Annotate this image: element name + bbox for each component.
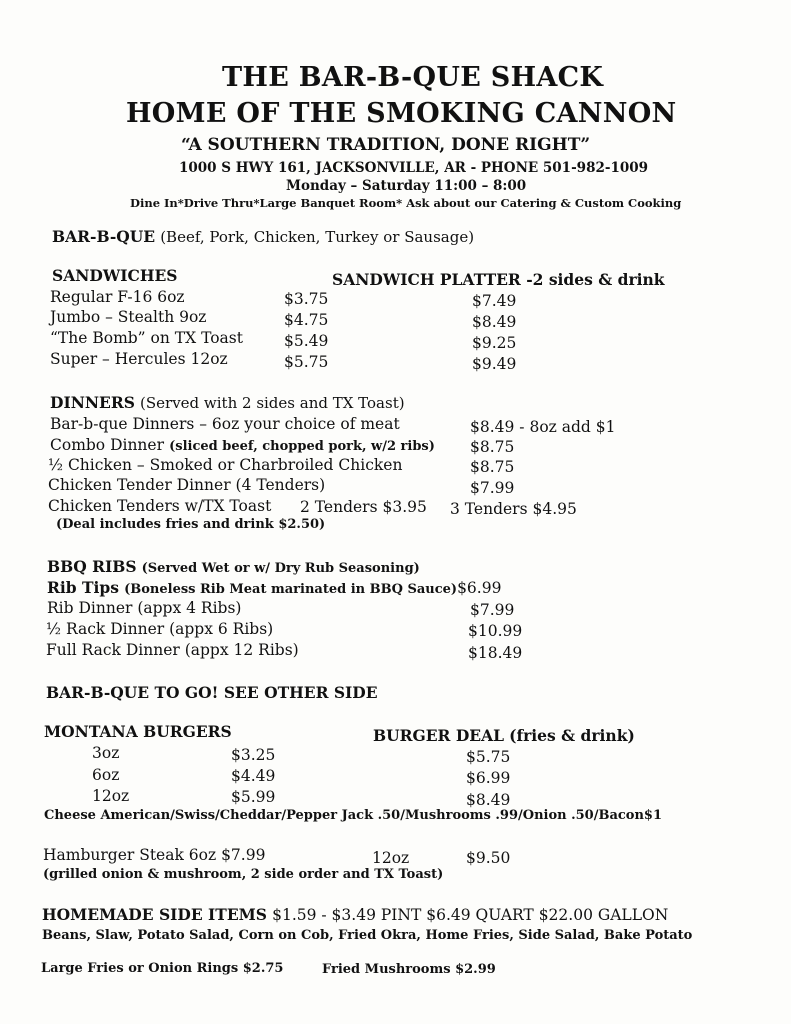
platter-price: $9.25 bbox=[472, 334, 517, 352]
burger-size: 3oz bbox=[92, 744, 120, 762]
sandwich-name: Jumbo – Stealth 9oz bbox=[50, 308, 207, 326]
tenders-option-3: 3 Tenders $4.95 bbox=[450, 500, 577, 518]
sandwich-price: $3.75 bbox=[284, 290, 329, 308]
platter-price: $9.49 bbox=[472, 355, 517, 373]
restaurant-subtitle: HOME OF THE SMOKING CANNON bbox=[126, 98, 677, 129]
burger-price: $4.49 bbox=[231, 767, 276, 785]
sandwich-name: Super – Hercules 12oz bbox=[50, 350, 228, 368]
restaurant-name: THE BAR-B-QUE SHACK bbox=[222, 62, 604, 93]
burger-price: $5.99 bbox=[231, 788, 276, 806]
services: Dine In*Drive Thru*Large Banquet Room* Ask about our Catering & Custom Cooking bbox=[130, 196, 682, 210]
rib-name: Rib Dinner (appx 4 Ribs) bbox=[47, 599, 242, 617]
platter-price: $8.49 bbox=[472, 313, 517, 331]
rib-tips-item bbox=[47, 578, 501, 597]
barbque-heading bbox=[52, 227, 474, 246]
burger-deal-title: BURGER DEAL bbox=[373, 726, 505, 745]
rib-tips-detail: (Boneless Rib Meat marinated in BBQ Sauce) bbox=[124, 582, 458, 597]
tenders-option-2: 2 Tenders $3.95 bbox=[300, 498, 427, 516]
dinner-name: ½ Chicken – Smoked or Charbroiled Chicken bbox=[48, 456, 403, 474]
steak-item: Hamburger Steak 6oz $7.99 bbox=[43, 846, 266, 864]
rib-price: $7.99 bbox=[470, 601, 515, 619]
dinner-price: $8.49 - 8oz add $1 bbox=[470, 418, 616, 436]
sandwich-price: $5.75 bbox=[284, 353, 329, 371]
burger-price: $3.25 bbox=[231, 746, 276, 764]
hours: Monday – Saturday 11:00 – 8:00 bbox=[286, 178, 527, 194]
sides-list: Beans, Slaw, Potato Salad, Corn on Cob, Fried Okra, Home Fries, Side Salad, Bake Potato bbox=[42, 928, 693, 943]
rib-price: $10.99 bbox=[468, 622, 523, 640]
sides-prices: $1.59 - $3.49 PINT $6.49 QUART $22.00 GALLON bbox=[272, 906, 669, 924]
dinner-name: Chicken Tender Dinner (4 Tenders) bbox=[48, 476, 326, 494]
ribs-note: (Served Wet or w/ Dry Rub Seasoning) bbox=[141, 561, 420, 576]
burger-size: 12oz bbox=[92, 787, 130, 805]
tenders-deal: (Deal includes fries and drink $2.50) bbox=[56, 517, 326, 532]
dinner-name: Bar-b-que Dinners – 6oz your choice of meat bbox=[50, 415, 400, 433]
burger-deal-price: $5.75 bbox=[466, 748, 511, 766]
rib-tips-price: $6.99 bbox=[457, 579, 502, 597]
dinners-title: DINNERS bbox=[50, 393, 135, 412]
fries-price: Large Fries or Onion Rings $2.75 bbox=[41, 961, 284, 976]
sides-title: HOMEMADE SIDE ITEMS bbox=[42, 905, 267, 924]
dinner-price: $7.99 bbox=[470, 479, 515, 497]
tenders-name: Chicken Tenders w/TX Toast bbox=[48, 497, 272, 515]
sandwich-price: $4.75 bbox=[284, 311, 329, 329]
steak-note: (grilled onion & mushroom, 2 side order and TX Toast) bbox=[43, 867, 444, 882]
burger-deal-price: $6.99 bbox=[466, 769, 511, 787]
dinners-heading bbox=[50, 393, 405, 412]
sides-heading bbox=[42, 905, 668, 924]
burger-size: 6oz bbox=[92, 766, 120, 784]
dinner-name: Combo Dinner bbox=[50, 436, 165, 454]
burgers-title: MONTANA BURGERS bbox=[44, 722, 232, 741]
barbque-note: (Beef, Pork, Chicken, Turkey or Sausage) bbox=[160, 228, 475, 246]
togo-note: BAR-B-QUE TO GO! SEE OTHER SIDE bbox=[46, 683, 378, 702]
rib-price: $18.49 bbox=[468, 644, 523, 662]
sandwich-price: $5.49 bbox=[284, 332, 329, 350]
dinner-item bbox=[50, 435, 435, 454]
burger-deal-price: $8.49 bbox=[466, 791, 511, 809]
sandwiches-title: SANDWICHES bbox=[52, 266, 178, 285]
rib-name: ½ Rack Dinner (appx 6 Ribs) bbox=[46, 620, 274, 638]
burger-deal-heading bbox=[373, 726, 635, 745]
burger-deal-note: (fries & drink) bbox=[509, 726, 635, 745]
sandwich-platter-title: SANDWICH PLATTER -2 sides & drink bbox=[332, 270, 665, 289]
platter-price: $7.49 bbox=[472, 292, 517, 310]
dinner-price: $8.75 bbox=[470, 458, 515, 476]
rib-tips-name: Rib Tips bbox=[47, 578, 119, 597]
dinner-price: $8.75 bbox=[470, 438, 515, 456]
burger-extras: Cheese American/Swiss/Cheddar/Pepper Jack .50/Mushrooms .99/Onion .50/Bacon$1 bbox=[44, 808, 663, 823]
barbque-title: BAR-B-QUE bbox=[52, 227, 156, 246]
steak-price-12oz: $9.50 bbox=[466, 849, 511, 867]
steak-size-12oz: 12oz bbox=[372, 849, 410, 867]
mushrooms-price: Fried Mushrooms $2.99 bbox=[322, 962, 496, 977]
sandwich-name: “The Bomb” on TX Toast bbox=[50, 329, 243, 347]
tagline: “A SOUTHERN TRADITION, DONE RIGHT” bbox=[181, 135, 591, 155]
dinner-detail: (sliced beef, chopped pork, w/2 ribs) bbox=[169, 439, 435, 454]
address: 1000 S HWY 161, JACKSONVILLE, AR - PHONE 501-982-1009 bbox=[179, 160, 649, 176]
ribs-heading bbox=[47, 557, 420, 576]
sandwich-name: Regular F-16 6oz bbox=[50, 288, 185, 306]
ribs-title: BBQ RIBS bbox=[47, 557, 137, 576]
rib-name: Full Rack Dinner (appx 12 Ribs) bbox=[46, 641, 299, 659]
dinners-note: (Served with 2 sides and TX Toast) bbox=[140, 394, 405, 412]
